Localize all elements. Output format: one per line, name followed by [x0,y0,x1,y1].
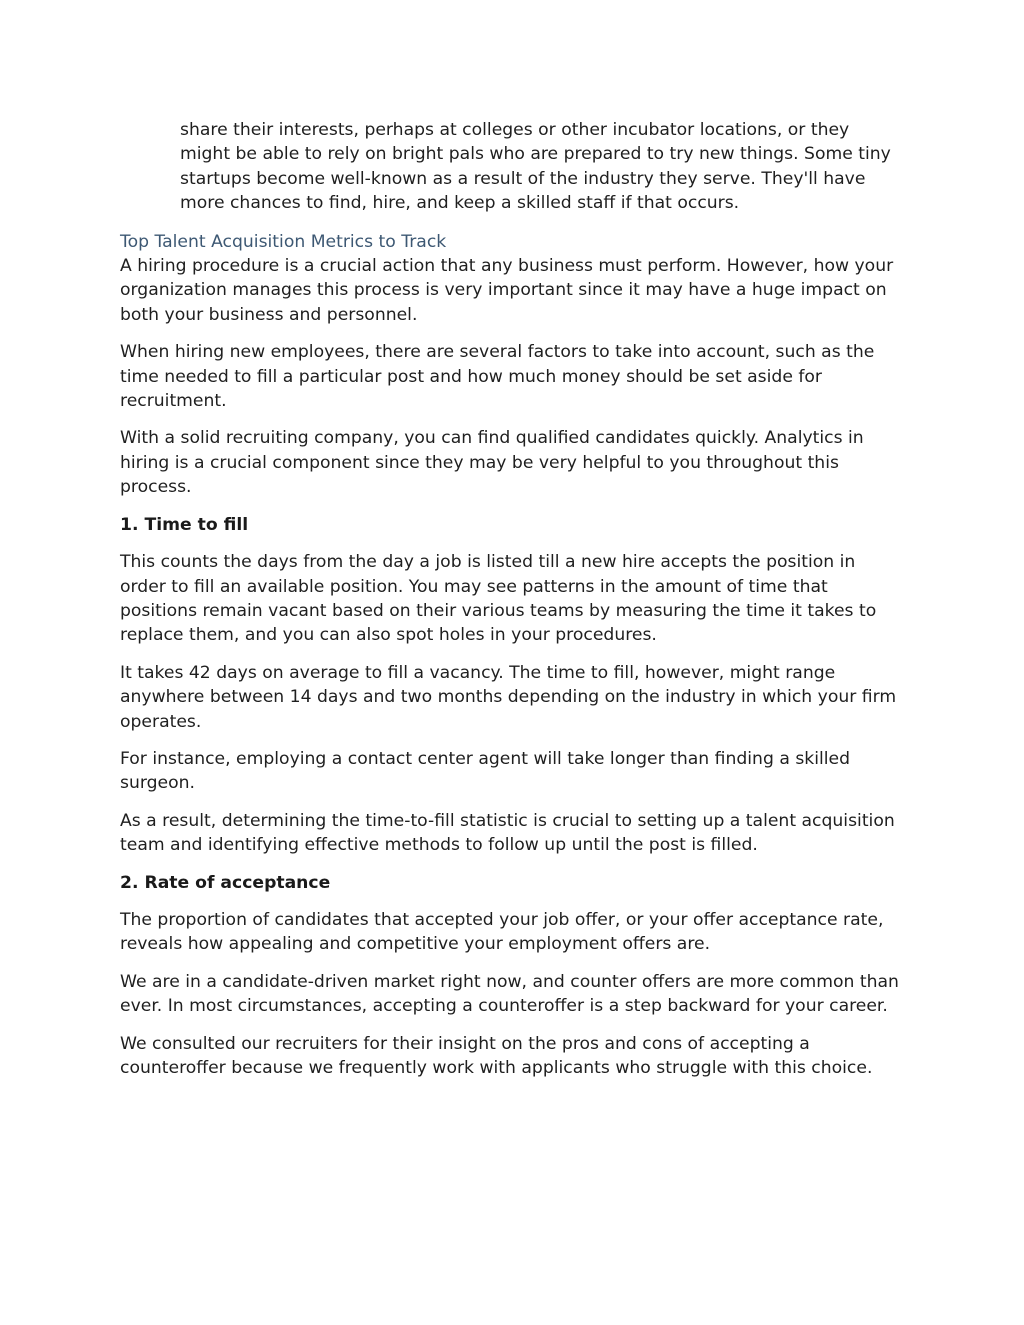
intro-paragraph: share their interests, perhaps at colleges or other incubator locations, or they might be able to rely on bright pals who are prepared to try new things. Some tiny startups become well-known as a result of the industry they serve. They'll have more chances to find, hire, and keep a skilled staff if that occurs. [180,120,891,214]
section-paragraph: A hiring procedure is a crucial action that any business must perform. However, how your organization manages this process is very important since it may have a huge impact on both your business and personnel. [120,256,894,325]
metric-heading-time-to-fill: 1. Time to fill [120,514,249,535]
metric-paragraph: We are in a candidate-driven market right now, and counter offers are more common than ever. In most circumstances, accepting a counteroffer is a step backward for your career. [120,971,899,1017]
section-paragraph: With a solid recruiting company, you can find qualified candidates quickly. Analytics in hiring is a crucial component since they may be very helpful to you throughout this process. [120,428,864,498]
section-paragraph: When hiring new employees, there are several factors to take into account, such as the time needed to fill a particular post and how much money should be set aside for recruitment. [120,342,875,412]
document-body [120,118,904,1093]
metric-paragraph: We consulted our recruiters for their insight on the pros and cons of accepting a counteroffer because we frequently work with applicants who struggle with this choice. [120,1033,873,1078]
metric-paragraph: This counts the days from the day a job is listed till a new hire accepts the position in order to fill an available position. You may see patterns in the amount of time that positions remain vacant based on their various teams by measuring the time it takes to replace them, and you can also spot holes in your procedures. [120,552,877,646]
section-title: Top Talent Acquisition Metrics to Track [120,231,447,252]
metric-heading-rate-of-acceptance: 2. Rate of acceptance [120,872,331,893]
metric-paragraph: As a result, determining the time-to-fill statistic is crucial to setting up a talent acquisition team and identifying effective methods to follow up until the post is filled. [120,810,895,856]
metric-paragraph: The proportion of candidates that accepted your job offer, or your offer acceptance rate, reveals how appealing and competitive your employment offers are. [120,909,884,955]
metric-paragraph: It takes 42 days on average to fill a vacancy. The time to fill, however, might range anywhere between 14 days and two months depending on the industry in which your firm operates. [120,662,897,732]
metric-paragraph: For instance, employing a contact center agent will take longer than finding a skilled surgeon. [120,748,851,794]
